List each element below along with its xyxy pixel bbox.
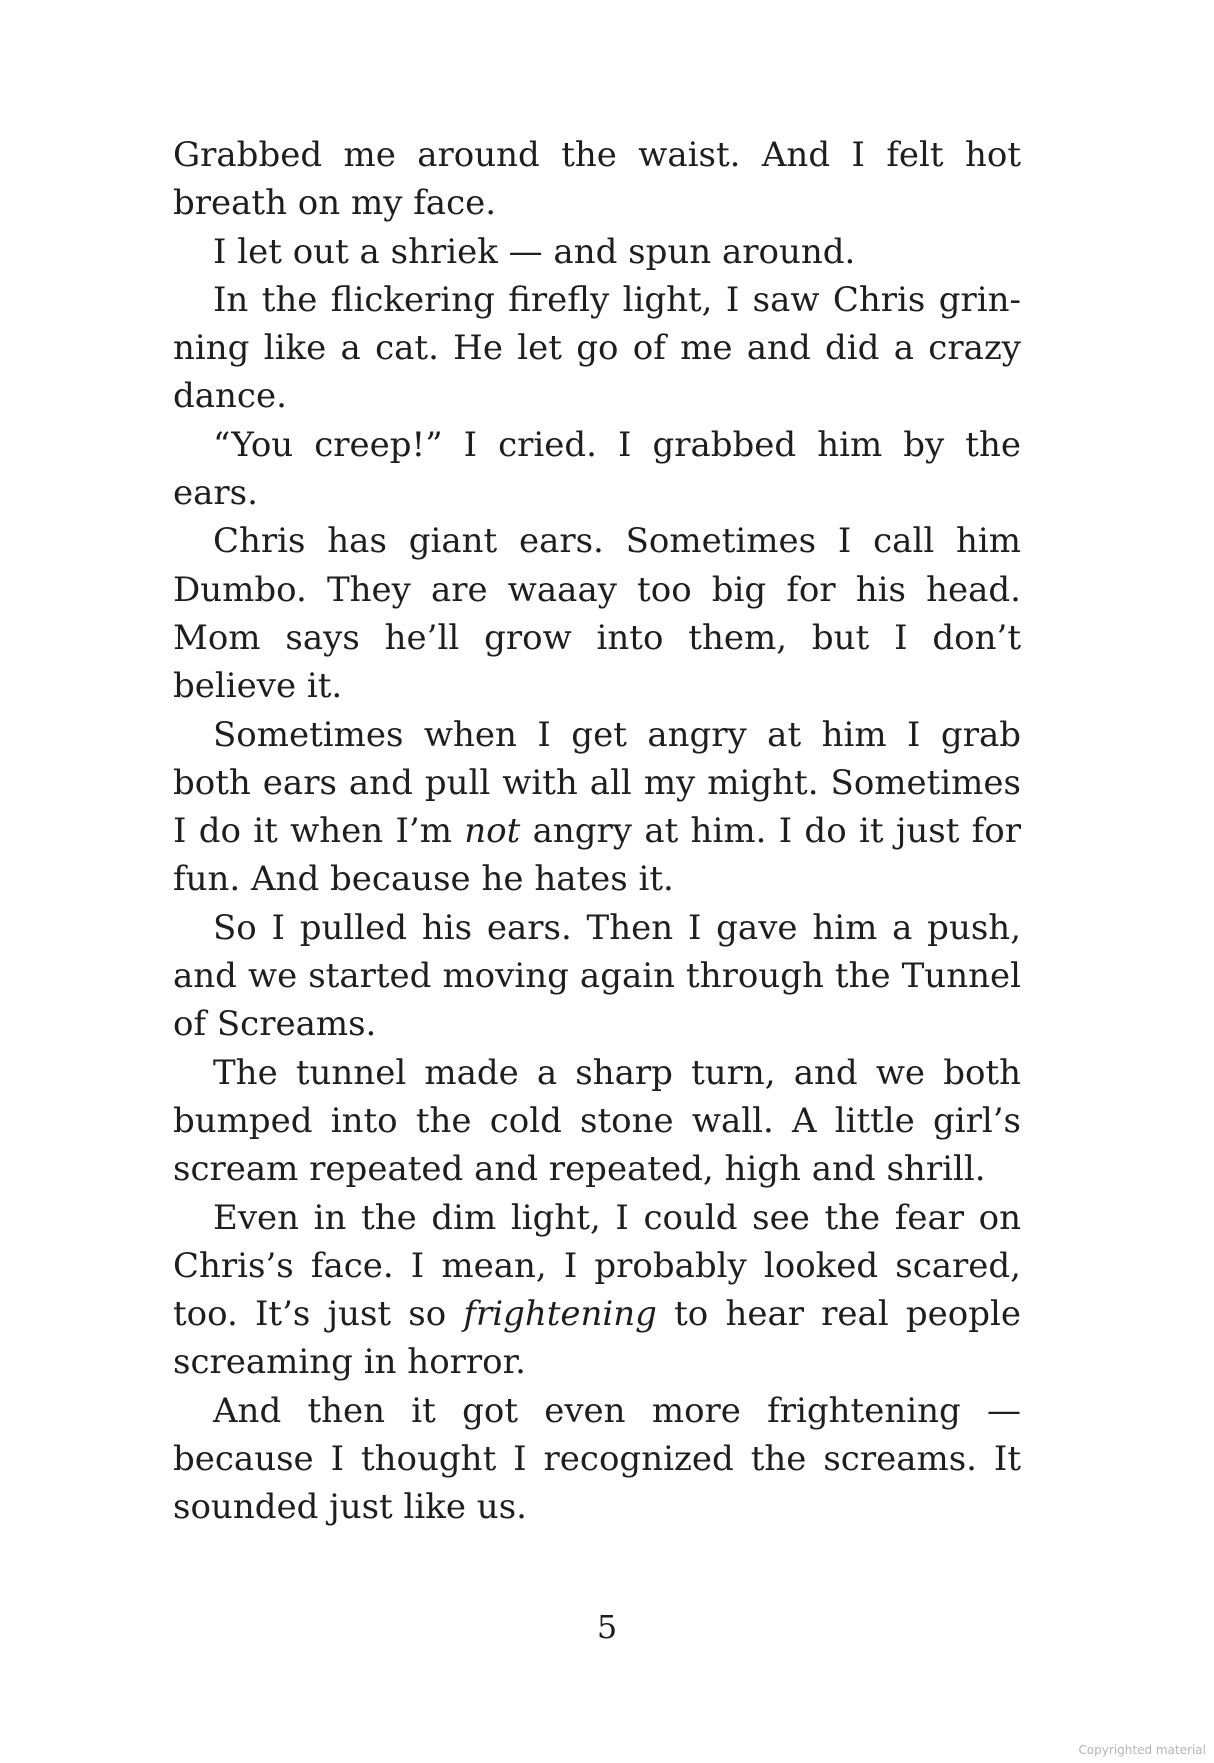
paragraph: The tunnel made a sharp turn, and we both bumped into the cold stone wall. A little girl’s scream repeated and repeated, high and shrill. <box>173 1052 1021 1190</box>
italic-emphasis: frightening <box>463 1294 657 1335</box>
paragraph: So I pulled his ears. Then I gave him a push, and we started moving again through the Tunnel of Screams. <box>173 907 1021 1045</box>
paragraph: And then it got even more frightening — because I thought I recognized the screams. It sounded just like us. <box>173 1390 1021 1528</box>
body-text <box>173 131 1021 1532</box>
copyright-notice: Copyrighted material <box>1078 1743 1206 1757</box>
paragraph: Grabbed me around the waist. And I felt hot breath on my face. <box>173 135 1021 224</box>
paragraph: Chris has giant ears. Sometimes I call him Dumbo. They are waaay too big for his head. Mom says he’ll grow into them, but I don’t believe it. <box>173 521 1021 707</box>
paragraph: “You creep!” I cried. I grabbed him by the ears. <box>173 424 1021 514</box>
italic-emphasis: not <box>464 811 521 852</box>
page-number: 5 <box>596 1608 618 1646</box>
paragraph: Sometimes when I get angry at him I grab both ears and pull with all my might. Sometimes I do it when I’m not angry at him. I do it just for fun. And because he hates it. <box>173 714 1021 900</box>
paragraph: In the flickering firefly light, I saw Chris grinning like a cat. He let go of me and did a crazy dance. <box>173 279 1021 417</box>
paragraph: Even in the dim light, I could see the fear on Chris’s face. I mean, I probably looked scared, too. It’s just so frightening to hear real people screaming in horror. <box>173 1197 1021 1383</box>
paragraph: I let out a shriek — and spun around. <box>213 231 856 272</box>
